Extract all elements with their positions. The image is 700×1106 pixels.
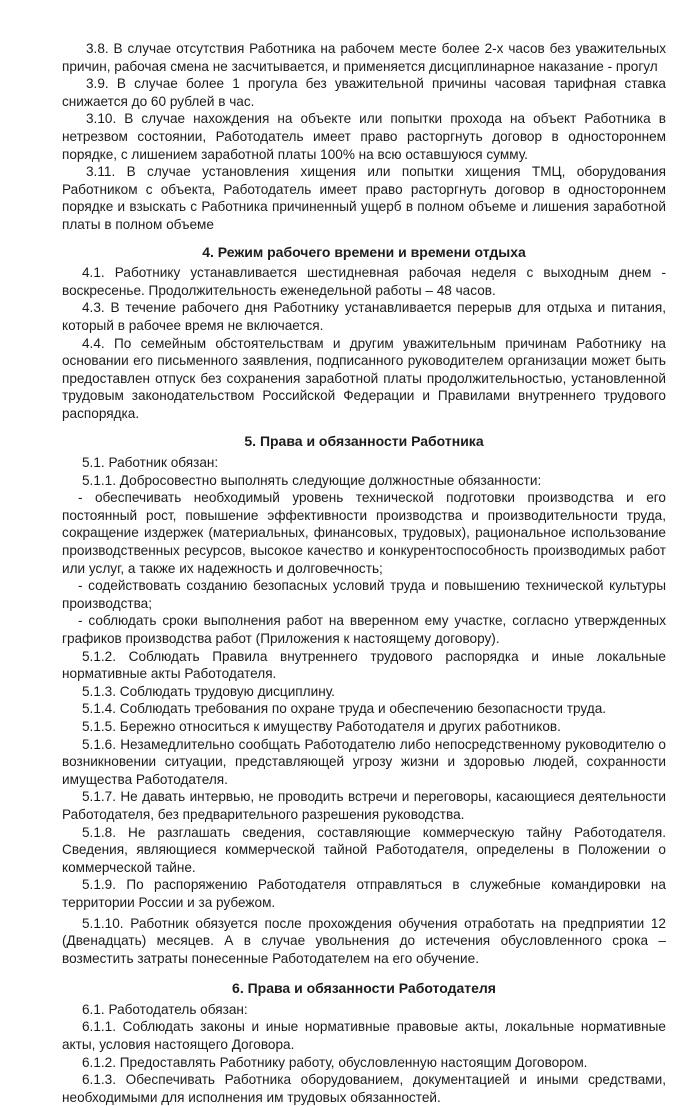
clause-4-1: 4.1. Работнику устанавливается шестидневная рабочая неделя с выходным днем - воскресенье. Продолжительность еженедельной работы – 48 часов. — [62, 265, 666, 298]
clause-5-1-4: 5.1.4. Соблюдать требования по охране труда и обеспечению безопасности труда. — [82, 701, 607, 717]
clause-3-9: 3.9. В случае более 1 прогула без уважительной причины часовая тарифная ставка снижается до 60 рублей в час. — [62, 76, 666, 109]
clause-4-4: 4.4. По семейным обстоятельствам и другим уважительным причинам Работнику на основании его письменного заявления, подписанного руководителем организации может быть предоставлен отпуск без сохранения заработной платы продолжительностью, установленной трудовым законодательством Российской Федерации и Правилами внутреннего трудового распорядка. — [62, 335, 666, 421]
clause-5-1-10: 5.1.10. Работник обязуется после прохождения обучения отработать на предприятии 12 (Двенадцать) месяцев. А в случае увольнения до истечения обусловленного срока – возместить затраты понесенные Работодателем на его обучение. — [62, 915, 666, 966]
clause-6-1-2: 6.1.2. Предоставлять Работнику работу, обусловленную настоящим Договором. — [82, 1054, 588, 1070]
clause-5-1-2: 5.1.2. Соблюдать Правила внутреннего трудового распорядка и иные локальные нормативные акты Работодателя. — [62, 648, 666, 682]
clause-6-1: 6.1. Работодатель обязан: — [82, 1001, 248, 1017]
clause-5-1-5: 5.1.5. Бережно относиться к имуществу Работодателя и других работников. — [82, 718, 561, 734]
duty-bullet-2: - содействовать созданию безопасных условий труда и повышению технической культуры производства; — [62, 578, 666, 611]
clause-3-8: 3.8. В случае отсутствия Работника на рабочем месте более 2-х часов без уважительных причин, рабочая смена не засчитывается, и применяется дисциплинарное наказание - прогул — [62, 41, 666, 74]
clause-6-1-1: 6.1.1. Соблюдать законы и иные нормативные правовые акты, локальные нормативные акты, условия настоящего Договора. — [62, 1019, 666, 1053]
clause-5-1: 5.1. Работник обязан: — [82, 455, 219, 471]
clause-3-10: 3.10. В случае нахождения на объекте или попытки прохода на объект Работника в нетрезвом состоянии, Работодатель имеет право расторгнуть договор в одностороннем порядке, с лишением заработной платы 100% на всю оставшуюся сумму. — [62, 111, 666, 162]
duty-bullet-3: - соблюдать сроки выполнения работ на вверенном ему участке, согласно утвержденных графиков производства работ (Приложения к настоящему договору). — [62, 613, 666, 646]
clause-5-1-8: 5.1.8. Не разглашать сведения, составляющие коммерческую тайну Работодателя. Сведения, являющиеся коммерческой тайной Работодателя, определены в Положении о коммерческой тайне. — [62, 824, 666, 875]
clause-5-1-9: 5.1.9. По распоряжению Работодателя отправляться в служебные командировки на территории России и за рубежом. — [62, 877, 666, 910]
clause-5-1-1: 5.1.1. Добросовестно выполнять следующие должностные обязанности: — [82, 472, 542, 488]
section-6-heading: 6. Права и обязанности Работодателя — [232, 980, 496, 997]
clause-3-11: 3.11. В случае установления хищения или попытки хищения ТМЦ, оборудования Работником с объекта, Работодатель имеет право расторгнуть договор в одностороннем порядке и взыскать с Работника причиненный ущерб в полном объеме и лишения заработной платы в полном объеме — [62, 164, 666, 232]
section-5-heading: 5. Права и обязанности Работника — [244, 433, 484, 450]
duty-bullet-1: - обеспечивать необходимый уровень технической подготовки производства и его постоянный рост, повышение эффективности производства и производительности труда, сокращение издержек (материальных, финансовых, трудовых), рациональное использование производственных ресурсов, высокое качество и конкурентоспособность производимых работ или услуг, а также их надежность и долговечность; — [62, 490, 666, 576]
clause-5-1-3: 5.1.3. Соблюдать трудовую дисциплину. — [82, 683, 335, 699]
clause-6-1-3: 6.1.3. Обеспечивать Работника оборудованием, документацией и иными средствами, необходимыми для исполнения им трудовых обязанностей. — [62, 1072, 666, 1105]
section-4-heading: 4. Режим рабочего времени и времени отдыха — [202, 243, 526, 260]
clause-4-3: 4.3. В течение рабочего дня Работнику устанавливается перерыв для отдыха и питания, который в рабочее время не включается. — [62, 300, 666, 333]
clause-5-1-7: 5.1.7. Не давать интервью, не проводить встречи и переговоры, касающиеся деятельности Работодателя, без предварительного разрешения руководства. — [62, 789, 666, 822]
clause-5-1-6: 5.1.6. Незамедлительно сообщать Работодателю либо непосредственному руководителю о возникновении ситуации, представляющей угрозу жизни и здоровью людей, сохранности имущества Работодателя. — [62, 736, 666, 787]
